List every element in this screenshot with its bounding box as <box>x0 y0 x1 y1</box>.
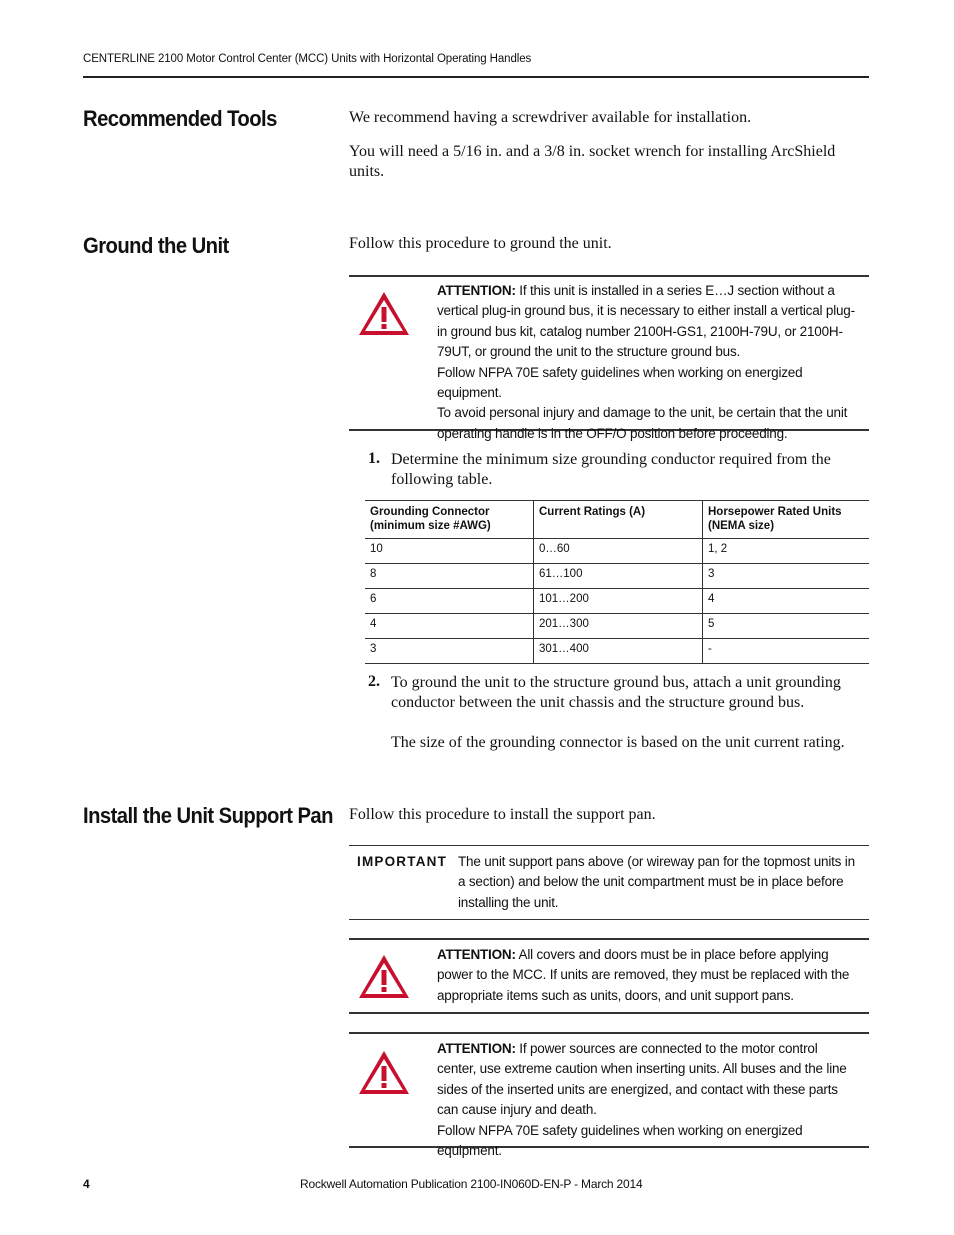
table-cell: 101…200 <box>534 589 703 614</box>
header-rule <box>83 76 869 78</box>
table-cell: - <box>703 639 870 664</box>
table-cell: 8 <box>365 564 534 589</box>
grounding-table <box>365 500 869 664</box>
pan-intro: Follow this procedure to install the support pan. <box>349 806 656 823</box>
table-cell: 201…300 <box>534 614 703 639</box>
attention-body-2: Follow NFPA 70E safety guidelines when working on energized equipment. <box>437 364 803 401</box>
attention-text-power <box>437 1039 855 1161</box>
attention-box-power <box>349 1032 869 1159</box>
table-cell: 5 <box>703 614 870 639</box>
attention-body-1: If this unit is installed in a series E…J section without a vertical plug-in ground bus, it is necessary to either install a vertical plug-in ground bus kit, catalog number 2100H-GS1, 2100H-79U, or 2100H-79UT, or ground the unit to the structure ground bus. <box>437 283 855 360</box>
table-header-cell: Grounding Connector (minimum size #AWG) <box>365 501 534 539</box>
table-cell: 6 <box>365 589 534 614</box>
attention-label: ATTENTION: <box>437 283 516 298</box>
step-2-note: The size of the grounding connector is based on the unit current rating. <box>391 734 845 751</box>
attention-label: ATTENTION: <box>437 947 516 962</box>
heading-recommended-tools: Recommended Tools <box>83 106 277 131</box>
ground-intro: Follow this procedure to ground the unit. <box>349 235 612 252</box>
attention-text-ground <box>437 281 855 444</box>
attention-body: All covers and doors must be in place before applying power to the MCC. If units are removed, they must be replaced with the appropriate items such as units, doors, and unit support pans. <box>437 947 850 1003</box>
table-row <box>365 539 869 564</box>
table-row <box>365 564 869 589</box>
table-cell: 0…60 <box>534 539 703 564</box>
step-2-number: 2. <box>368 673 380 690</box>
table-cell: 3 <box>703 564 870 589</box>
table-row <box>365 639 869 664</box>
important-text: The unit support pans above (or wireway pan for the topmost units in a section) and below the unit compartment must be in place before installing the unit. <box>458 854 855 910</box>
page-number: 4 <box>83 1177 90 1191</box>
step-2-text: To ground the unit to the structure ground bus, attach a unit grounding conductor between the unit chassis and the structure ground bus. <box>391 674 841 711</box>
table-cell: 4 <box>703 589 870 614</box>
table-cell: 1, 2 <box>703 539 870 564</box>
attention-body-2: Follow NFPA 70E safety guidelines when working on energized equipment. <box>437 1122 803 1159</box>
important-label: IMPORTANT <box>357 854 448 869</box>
table-header-cell: Current Ratings (A) <box>534 501 703 539</box>
table-row <box>365 614 869 639</box>
table-cell: 3 <box>365 639 534 664</box>
attention-text-covers <box>437 945 855 1006</box>
step-1-text: Determine the minimum size grounding conductor required from the following table. <box>391 451 831 488</box>
heading-ground-the-unit: Ground the Unit <box>83 233 229 258</box>
important-box <box>349 845 869 920</box>
attention-box-covers <box>349 938 869 1014</box>
tools-para-2: You will need a 5/16 in. and a 3/8 in. socket wrench for installing ArcShield units. <box>349 143 836 180</box>
table-cell: 61…100 <box>534 564 703 589</box>
table-cell: 4 <box>365 614 534 639</box>
table-cell: 301…400 <box>534 639 703 664</box>
publication-info: Rockwell Automation Publication 2100-IN060D-EN-P - March 2014 <box>300 1177 643 1191</box>
table-header-row <box>365 501 869 539</box>
running-header: CENTERLINE 2100 Motor Control Center (MCC) Units with Horizontal Operating Handles <box>83 53 532 65</box>
attention-box-ground <box>349 275 869 441</box>
attention-label: ATTENTION: <box>437 1041 516 1056</box>
table-header-cell: Horsepower Rated Units (NEMA size) <box>703 501 870 539</box>
attention-body-1: If power sources are connected to the motor control center, use extreme caution when inserting units. All buses and the line sides of the inserted units are energized, and contact with these parts can cause injury and death. <box>437 1041 847 1118</box>
table-row <box>365 589 869 614</box>
warning-triangle-icon <box>357 952 411 1000</box>
warning-triangle-icon <box>357 1048 411 1096</box>
warning-triangle-icon <box>357 289 411 337</box>
tools-para-1: We recommend having a screwdriver available for installation. <box>349 109 752 126</box>
attention-body-3: To avoid personal injury and damage to the unit, be certain that the unit operating handle is in the OFF/O position before proceeding. <box>437 405 848 441</box>
table-cell: 10 <box>365 539 534 564</box>
step-1-number: 1. <box>368 450 380 467</box>
heading-install-support-pan: Install the Unit Support Pan <box>83 803 333 828</box>
